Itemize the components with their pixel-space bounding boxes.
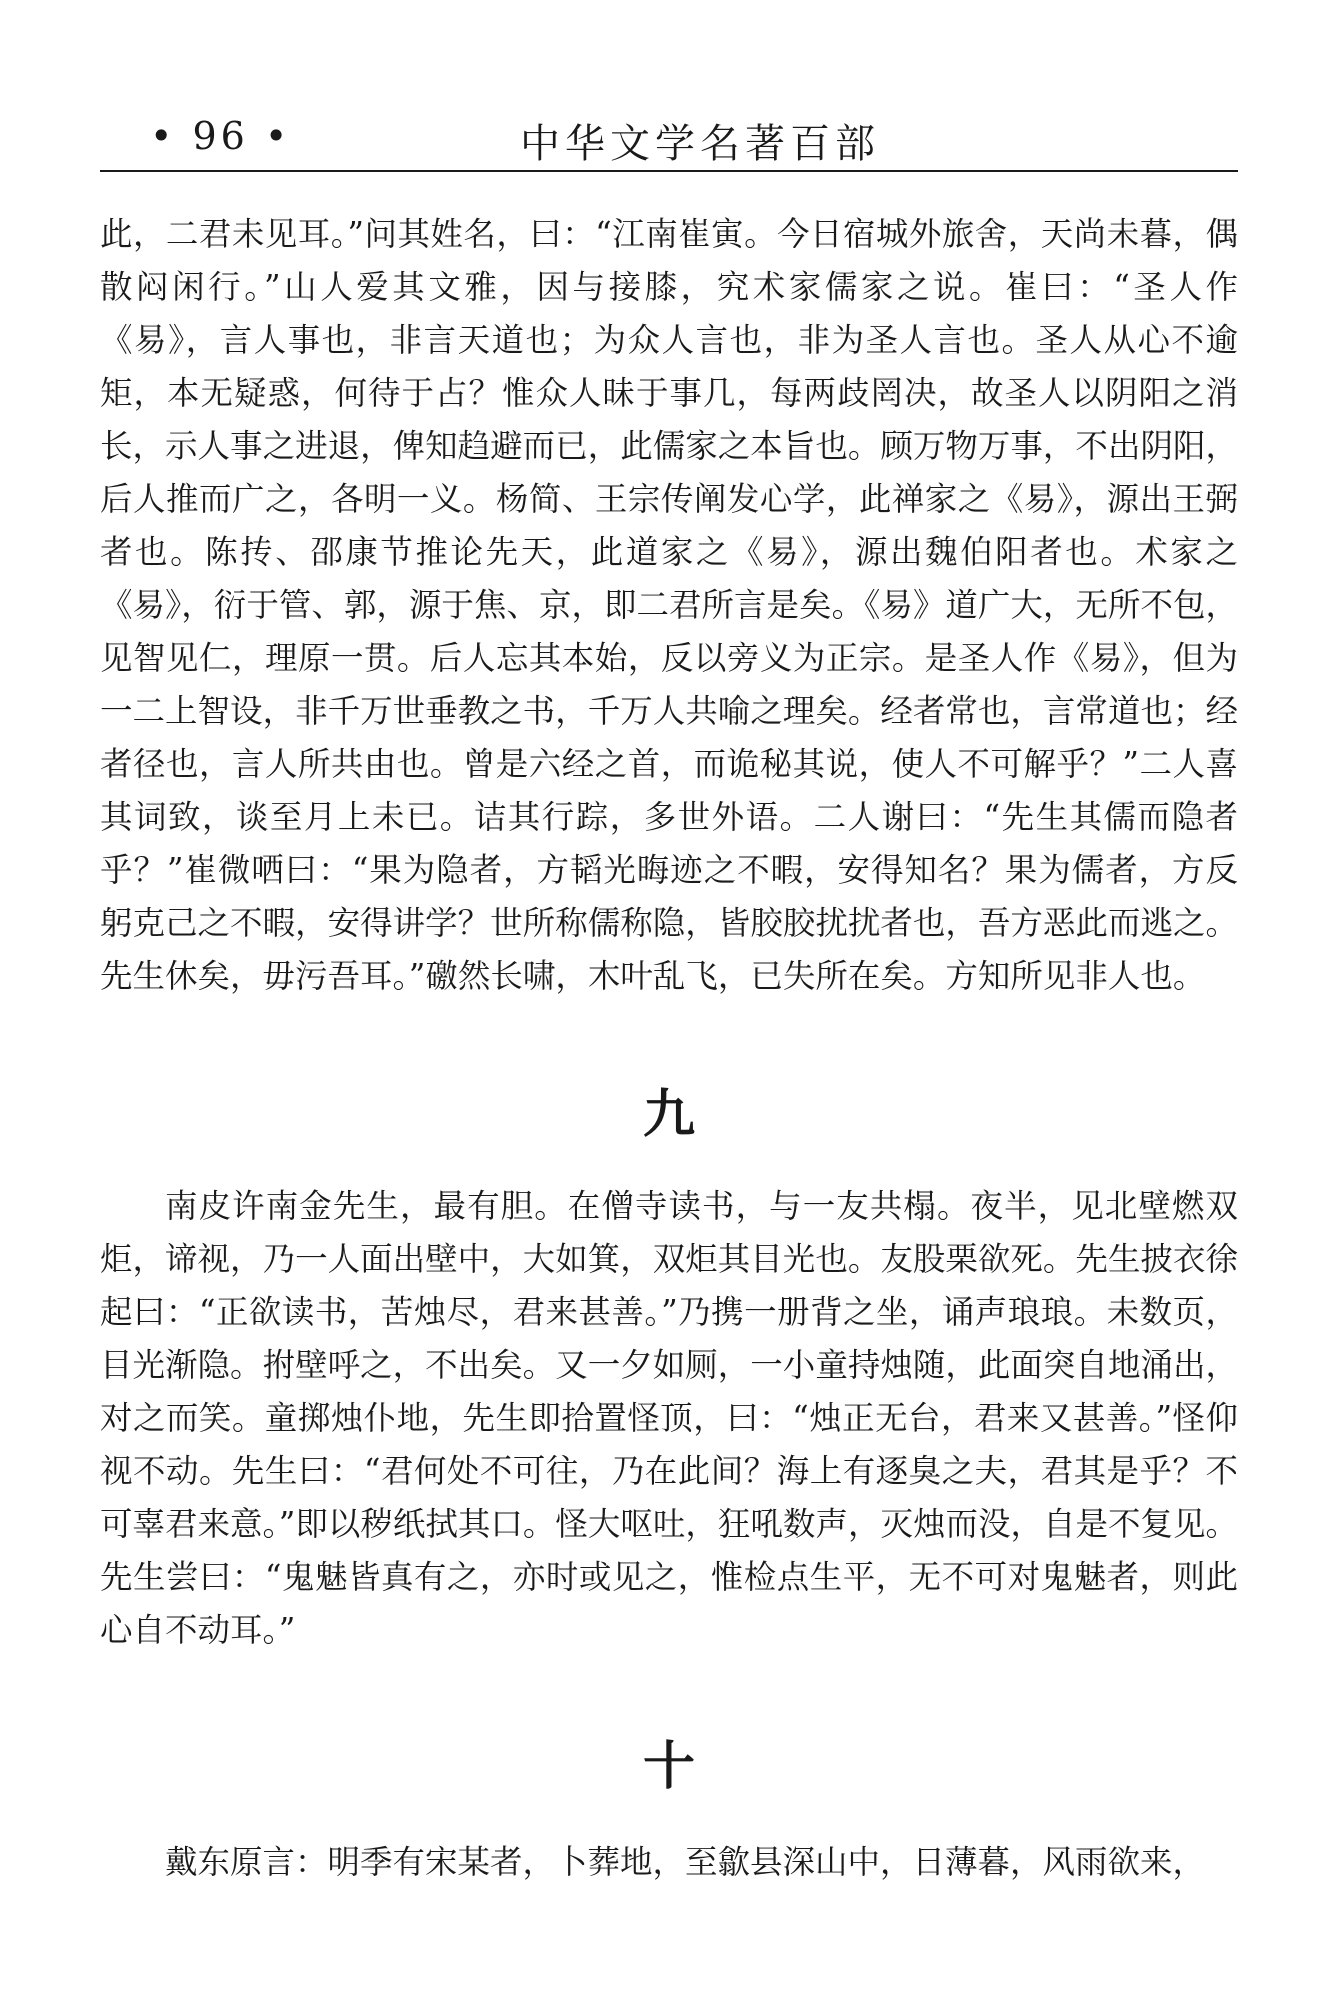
paragraph-continued: 此，二君未见耳。”问其姓名，曰：“江南崔寅。今日宿城外旅舍，天尚未暮，偶散闷闲行。”山人爱其文雅，因与接膝，究术家儒家之说。崔曰：“圣人作《易》，言人事也，非言天道也；为众人言也，非为圣人言也。圣人从心不逾矩，本无疑惑，何待于占？惟众人昧于事几，每两歧罔决，故圣人以阴阳之消长，示人事之进退，俾知趋避而已，此儒家之本旨也。顾万物万事，不出阴阳，后人推而广之，各明一义。杨简、王宗传阐发心学，此禅家之《易》，源出王弼者也。陈抟、邵康节推论先天，此道家之《易》，源出魏伯阳者也。术家之《易》，衍于管、郭，源于焦、京，即二君所言是矣。《易》道广大，无所不包，见智见仁，理原一贯。后人忘其本始，反以旁义为正宗。是圣人作《易》，但为一二上智设，非千万世垂教之书，千万人共喻之理矣。经者常也，言常道也；经者径也，言人所共由也。曾是六经之首，而诡秘其说，使人不可解乎？”二人喜其词致，谈至月上未已。诘其行踪，多世外语。二人谢曰：“先生其儒而隐者乎？”崔微哂曰：“果为隐者，方韬光晦迹之不暇，安得知名？果为儒者，方反躬克己之不暇，安得讲学？世所称儒称隐，皆胶胶扰扰者也，吾方恶此而逃之。先生休矣，毋污吾耳。”礉然长啸，木叶乱飞，已失所在矣。方知所见非人也。 — [100, 215, 1238, 995]
paragraph-section-nine: 南皮许南金先生，最有胆。在僧寺读书，与一友共榻。夜半，见北壁燃双炬，谛视，乃一人面出壁中，大如箕，双炬其目光也。友股栗欲死。先生披衣徐起曰：“正欲读书，苦烛尽，君来甚善。”乃携一册背之坐，诵声琅琅。未数页，目光渐隐。拊壁呼之，不出矣。又一夕如厕，一小童持烛随，此面突自地涌出，对之而笑。童掷烛仆地，先生即拾置怪顶，曰：“烛正无台，君来又甚善。”怪仰视不动。先生曰：“君何处不可往，乃在此间？海上有逐臭之夫，君其是乎？不可辜君来意。”即以秽纸拭其口。怪大呕吐，狂吼数声，灭烛而没，自是不复见。先生尝曰：“鬼魅皆真有之，亦时或见之，惟检点生平，无不可对鬼魅者，则此心自不动耳。” — [100, 1187, 1238, 1649]
body-text-section-ten — [100, 1836, 1238, 1889]
page-header — [100, 108, 1238, 170]
paragraph-section-ten: 戴东原言：明季有宋某者，卜葬地，至歙县深山中，日薄暮，风雨欲来， — [165, 1843, 1206, 1881]
body-text-section-nine — [100, 1180, 1238, 1657]
running-title: 中华文学名著百部 — [520, 121, 880, 167]
page-number: • 96 • — [150, 114, 292, 158]
section-heading-nine: 九 — [642, 1084, 695, 1145]
section-heading-ten: 十 — [642, 1736, 695, 1797]
header-rule — [100, 170, 1238, 172]
body-text-continued — [100, 208, 1238, 1003]
